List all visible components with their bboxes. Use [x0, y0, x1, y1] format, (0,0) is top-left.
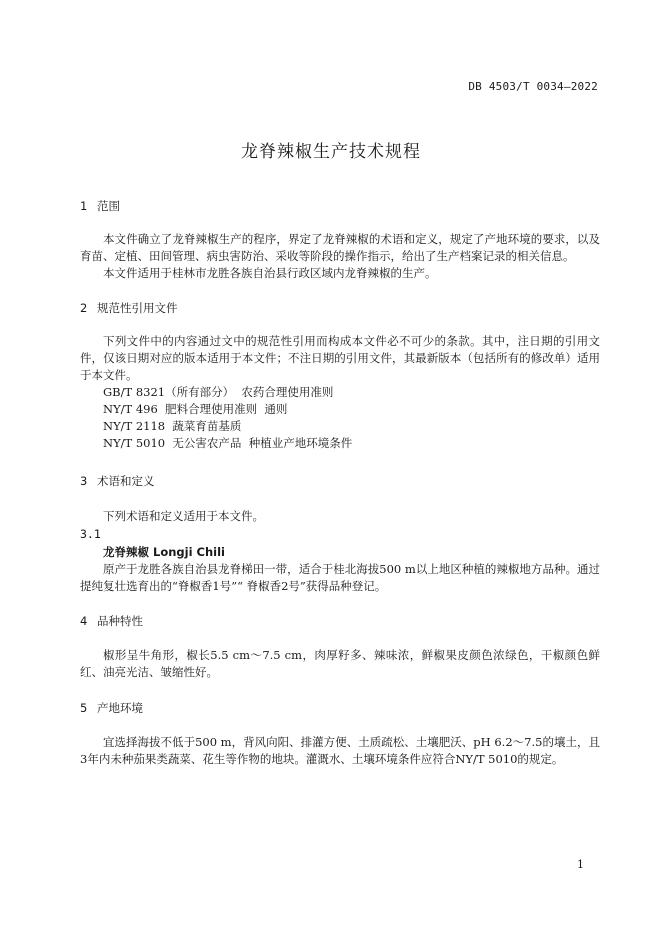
section-5-paragraph: 宜选择海拔不低于500 m，背风向阳、排灌方便、土质疏松、土壤肥沃、pH 6.2～7.5的壤土，且3年内未种茄果类蔬菜、花生等作物的地块。灌溉水、土壤环境条件应符合NY/T 5010的规定。: [80, 735, 600, 766]
section-4-body: [80, 647, 600, 681]
section-4-paragraph: 椒形呈牛角形，椒长5.5 cm～7.5 cm，肉厚籽多、辣味浓，鲜椒果皮颜色浓绿色，干椒颜色鲜红、油亮光洁、皱缩性好。: [80, 648, 600, 679]
section-1-title: 范围: [97, 199, 120, 213]
section-3-intro: 下列术语和定义适用于本文件。: [103, 509, 264, 523]
section-5-body: [80, 734, 600, 768]
page-number: 1: [577, 858, 584, 871]
section-4-number: 4: [80, 614, 88, 628]
section-4-heading: [80, 613, 143, 629]
section-4-title: 品种特性: [97, 614, 143, 628]
term-definition: 原产于龙胜各族自治县龙脊梯田一带，适合于桂北海拔500 m以上地区种植的辣椒地方品种。通过提纯复壮选育出的“脊椒香1号”“ 脊椒香2号”获得品种登记。: [80, 562, 600, 593]
term-name: 龙脊辣椒 Longji Chili: [103, 545, 225, 559]
section-1-body: [80, 231, 600, 282]
section-2-title: 规范性引用文件: [97, 301, 178, 315]
section-2-heading: [80, 300, 178, 316]
reference-item: NY/T 5010 无公害农产品 种植业产地环境条件: [103, 436, 353, 450]
document-title: 龙脊辣椒生产技术规程: [241, 142, 421, 162]
section-3-title: 术语和定义: [97, 474, 155, 488]
section-2-intro: 下列文件中的内容通过文中的规范性引用而构成本文件必不可少的条款。其中，注日期的引用文件，仅该日期对应的版本适用于本文件；不注日期的引用文件，其最新版本（包括所有的修改单）适用于本文件。: [80, 334, 600, 382]
section-5-heading: [80, 700, 143, 716]
section-1-paragraph: 本文件确立了龙脊辣椒生产的程序，界定了龙脊辣椒的术语和定义，规定了产地环境的要求，以及育苗、定植、田间管理、病虫害防治、采收等阶段的操作指示，给出了生产档案记录的相关信息。: [80, 232, 600, 263]
reference-item: NY/T 496 肥料合理使用准则 通则: [103, 402, 288, 416]
section-3-heading: [80, 473, 155, 489]
section-2-body: [80, 333, 600, 452]
section-1-number: 1: [80, 199, 88, 213]
section-5-title: 产地环境: [97, 701, 143, 715]
reference-item: NY/T 2118 蔬菜育苗基质: [103, 419, 242, 433]
section-1-paragraph: 本文件适用于桂林市龙胜各族自治县行政区域内龙脊辣椒的生产。: [103, 266, 437, 280]
term-block: [80, 544, 600, 595]
section-1-heading: [80, 198, 120, 214]
section-2-number: 2: [80, 301, 88, 315]
section-5-number: 5: [80, 701, 88, 715]
section-3-number: 3: [80, 474, 88, 488]
section-3-intro-block: [80, 508, 600, 525]
reference-item: GB/T 8321（所有部分） 农药合理使用准则: [103, 385, 334, 399]
term-number: 3.1: [80, 527, 101, 541]
standard-code: DB 4503/T 0034—2022: [468, 80, 598, 93]
